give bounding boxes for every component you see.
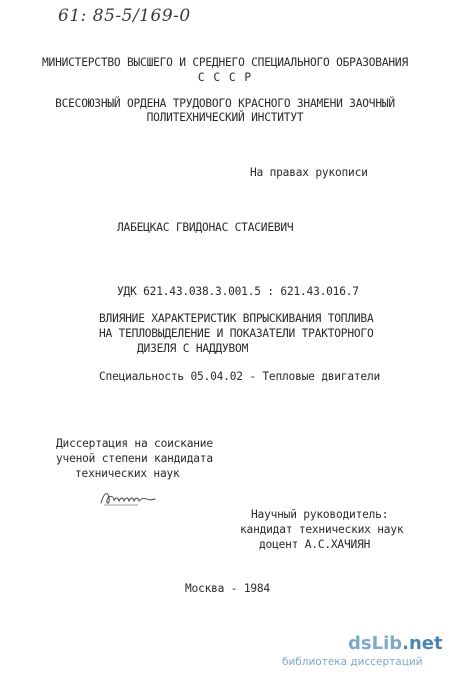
dissertation-line-3: технических наук [75,467,180,480]
place-year: Москва - 1984 [185,582,270,595]
watermark-logo [348,633,443,654]
ministry-line: МИНИСТЕРСТВО ВЫСШЕГО И СРЕДНЕГО СПЕЦИАЛЬНОГО ОБРАЗОВАНИЯ [42,56,408,69]
author-signature [98,488,158,508]
specialty-line: Специальность 05.04.02 - Тепловые двигатели [99,370,381,383]
title-line-2: НА ТЕПЛОВЫДЕЛЕНИЕ И ПОКАЗАТЕЛИ ТРАКТОРНОГО [99,327,374,340]
institute-line-2: ПОЛИТЕХНИЧЕСКИЙ ИНСТИТУТ [146,111,304,124]
country-line: С С С Р [197,71,253,84]
supervisor-line-1: Научный руководитель: [251,508,389,521]
institute-line-1: ВСЕСОЮЗНЫЙ ОРДЕНА ТРУДОВОГО КРАСНОГО ЗНАМЕНИ ЗАОЧНЫЙ [55,97,395,110]
watermark-logo-tld: .net [402,633,443,654]
title-line-3: ДИЗЕЛЯ С НАДДУВОМ [137,342,249,355]
supervisor-line-3: доцент А.С.ХАЧИЯН [259,538,371,551]
supervisor-line-2: кандидат технических наук [240,523,404,536]
watermark-logo-main: dsLib [348,633,403,654]
udk-code: УДК 621.43.038.3.001.5 : 621.43.016.7 [117,285,359,298]
archive-number: 61: 85-5/169-0 [58,6,191,26]
dissertation-line-1: Диссертация на соискание [56,437,213,450]
title-line-1: ВЛИЯНИЕ ХАРАКТЕРИСТИК ВПРЫСКИВАНИЯ ТОПЛИВА [99,312,374,325]
manuscript-note: На правах рукописи [250,166,368,179]
author-name: ЛАБЕЦКАС ГВИДОНАС СТАСИЕВИЧ [117,221,294,234]
watermark-caption: библиотека диссертаций [282,656,423,668]
dissertation-line-2: ученой степени кандидата [56,452,213,465]
